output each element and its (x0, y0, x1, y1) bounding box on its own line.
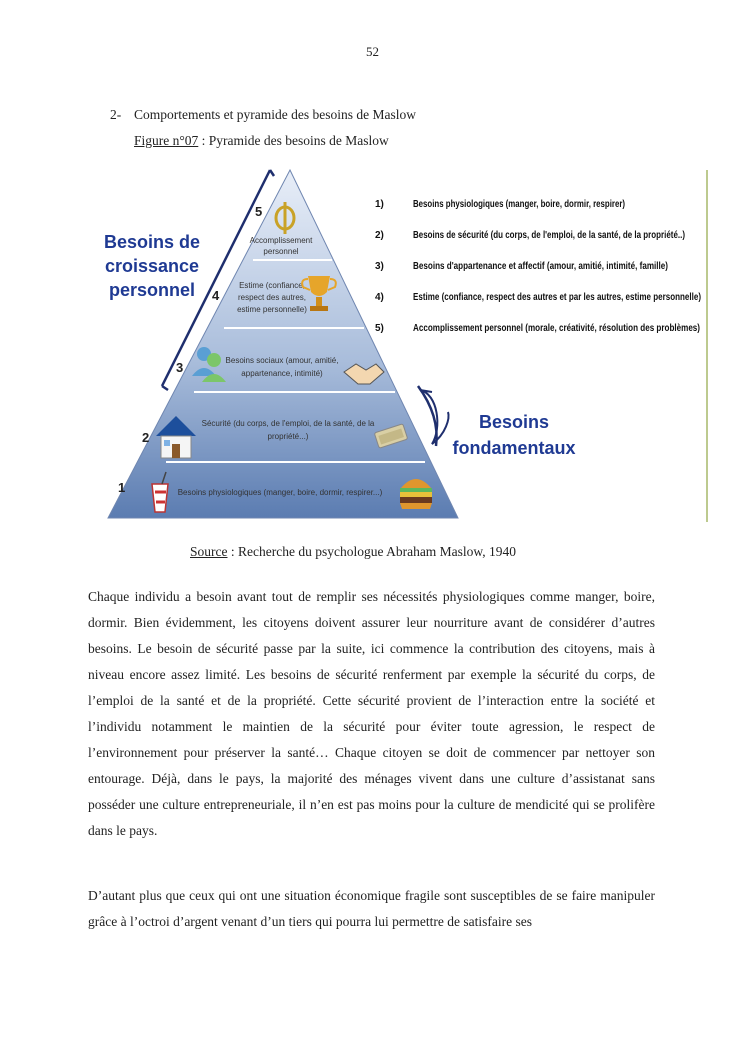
legend-text: Besoins d'appartenance et affectif (amour, amitié, intimité, famille) (413, 261, 668, 272)
growth-label-line: personnel (108, 280, 196, 300)
legend-text: Besoins de sécurité (du corps, de l'emploi, de la santé, de la propriété..) (413, 230, 685, 241)
level-text: appartenance, intimité) (241, 369, 323, 378)
fundamental-label-line: fondamentaux (452, 438, 576, 458)
legend-number: 5) (375, 323, 384, 334)
level-text: propriété...) (267, 432, 309, 441)
level-text: Sécurité (du corps, de l'emploi, de la santé, de la (201, 419, 375, 428)
maslow-pyramid-figure (100, 166, 712, 526)
pyramid-svg (100, 166, 712, 526)
legend-text: Besoins physiologiques (manger, boire, dormir, respirer) (413, 199, 625, 210)
page-number: 52 (366, 44, 379, 59)
level-number: 2 (142, 430, 150, 445)
legend-text: Estime (confiance, respect des autres et par les autres, estime personnelle) (413, 292, 701, 303)
figure-title: : Pyramide des besoins de Maslow (198, 133, 389, 148)
figure-caption (134, 133, 389, 149)
level-text: estime personnelle) (237, 305, 307, 314)
legend-number: 3) (375, 261, 384, 272)
level-number: 5 (255, 204, 263, 219)
level-number: 4 (212, 288, 220, 303)
level-text: Besoins physiologiques (manger, boire, dormir, respirer...) (177, 488, 383, 497)
legend-number: 2) (375, 230, 384, 241)
level-text: Accomplissement (249, 236, 313, 245)
pyramid-shape (108, 170, 458, 518)
section-heading (110, 107, 416, 123)
section-number: 2- (110, 107, 122, 122)
source-text: : Recherche du psychologue Abraham Maslow, 1940 (227, 544, 517, 559)
fundamental-label-line: Besoins (478, 412, 550, 432)
section-title: Comportements et pyramide des besoins de Maslow (134, 107, 416, 122)
level-number: 1 (118, 480, 126, 495)
figure-source (190, 544, 516, 560)
fundamental-bracket-arc (418, 386, 437, 446)
level-text: respect des autres, (237, 293, 307, 302)
legend-number: 4) (375, 292, 384, 303)
source-label: Source (190, 544, 228, 559)
body-paragraph: D’autant plus que ceux qui ont une situation économique fragile sont susceptibles de se faire manipuler grâce à l’octroi d’argent venant d’un tiers qui pourra lui permettre de satisfaire ses (88, 888, 655, 929)
growth-label-line: croissance (104, 256, 200, 276)
legend-text: Accomplissement personnel (morale, créativité, résolution des problèmes) (413, 323, 700, 334)
level-text: personnel (263, 247, 299, 256)
body-paragraph: Chaque individu a besoin avant tout de remplir ses nécessités physiologiques comme manger, boire, dormir. Bien évidemment, les citoyens doivent assurer leur nourriture avant de considérer d’autres besoins. Le besoin de sécurité passe par la suite, ici commence la contribution des citoyens, mais à niveau encore assez limité. Les besoins de sécurité renferment par exemple la sécurité du corps, de l’emploi de la santé et de la propriété. Cette sécurité provient de l’interaction entre la société et l’individu notamment le maintien de la sécurité pour éviter toute agression, le respect de l’environnement pour préserver la santé… Chaque citoyen se doit de commencer par nettoyer son entourage. Déjà, dans le pays, la majorité des ménages vivent dans une culture d’assistanat sans posséder une culture entrepreneuriale, il n’en est pas moins pour la culture de mendicité qui se prolifère dans le pays. (88, 589, 655, 838)
level-number: 3 (176, 360, 184, 375)
legend-number: 1) (375, 199, 384, 210)
level-text: Estime (confiance, (239, 281, 305, 290)
level-text: Besoins sociaux (amour, amitié, (225, 356, 339, 365)
figure-label: Figure n°07 (134, 133, 199, 148)
growth-label-line: Besoins de (103, 232, 201, 252)
